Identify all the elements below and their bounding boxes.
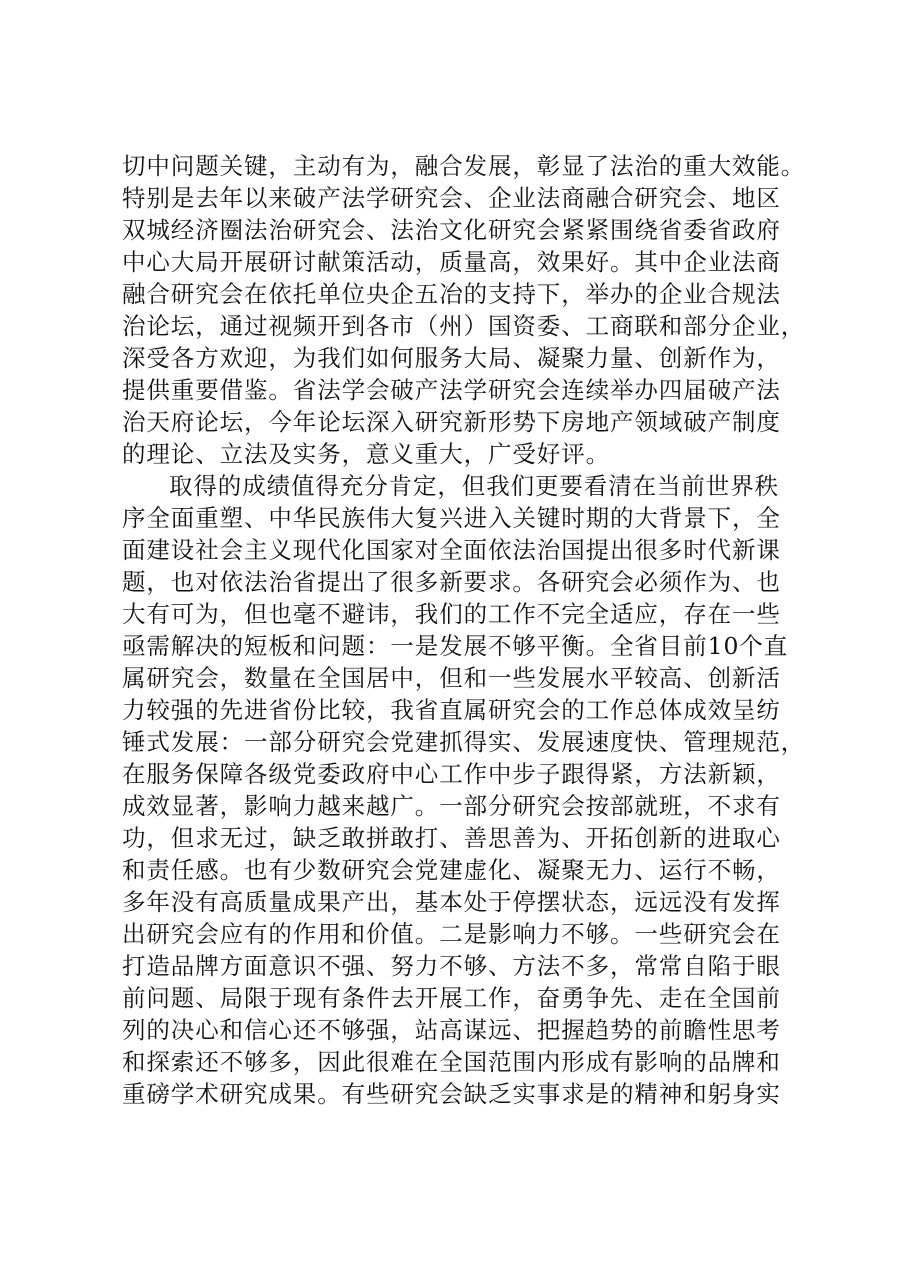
text-line: 力较强的先进省份比较，我省直属研究会的工作总体成效呈纺 [122, 696, 781, 724]
text-line: 融合研究会在依托单位央企五冶的支持下，举办的企业合规法 [122, 280, 781, 308]
text-line: 序全面重塑、中华民族伟大复兴进入关键时期的大背景下，全 [122, 504, 781, 532]
text-line: 题，也对依法治省提出了很多新要求。各研究会必须作为、也 [122, 568, 781, 596]
text-line: 和探索还不够多，因此很难在全国范围内形成有影响的品牌和 [122, 1048, 781, 1076]
text-line: 取得的成绩值得充分肯定，但我们更要看清在当前世界秩 [169, 472, 779, 500]
text-line: 打造品牌方面意识不强、努力不够、方法不多，常常自陷于眼 [122, 952, 781, 980]
text-line: 深受各方欢迎，为我们如何服务大局、凝聚力量、创新作为， [122, 344, 781, 372]
text-line: 特别是去年以来破产法学研究会、企业法商融合研究会、地区 [122, 184, 781, 212]
text-line: 的理论、立法及实务，意义重大，广受好评。 [122, 440, 610, 468]
text-line: 成效显著，影响力越来越广。一部分研究会按部就班，不求有 [122, 792, 781, 820]
text-line: 在服务保障各级党委政府中心工作中步子跟得紧，方法新颖， [122, 760, 781, 788]
text-line: 列的决心和信心还不够强，站高谋远、把握趋势的前瞻性思考 [122, 1016, 781, 1044]
text-line: 出研究会应有的作用和价值。二是影响力不够。一些研究会在 [122, 920, 781, 948]
text-line: 锤式发展：一部分研究会党建抓得实、发展速度快、管理规范， [122, 728, 806, 756]
text-line: 属研究会，数量在全国居中，但和一些发展水平较高、创新活 [122, 664, 781, 692]
document-body [122, 150, 806, 1110]
text-line: 提供重要借鉴。省法学会破产法学研究会连续举办四届破产法 [122, 376, 781, 404]
text-line: 重磅学术研究成果。有些研究会缺乏实事求是的精神和躬身实 [122, 1080, 781, 1108]
text-line: 双城经济圈法治研究会、法治文化研究会紧紧围绕省委省政府 [122, 216, 781, 244]
text-line: 功，但求无过，缺乏敢拼敢打、善思善为、开拓创新的进取心 [122, 824, 781, 852]
text-line: 多年没有高质量成果产出，基本处于停摆状态，远远没有发挥 [122, 888, 781, 916]
paragraph-2 [122, 470, 806, 1110]
text-line: 和责任感。也有少数研究会党建虚化、凝聚无力、运行不畅， [122, 856, 781, 884]
text-line: 治论坛，通过视频开到各市（州）国资委、工商联和部分企业， [122, 312, 806, 340]
paragraph-1 [122, 150, 806, 470]
text-line: 前问题、局限于现有条件去开展工作，奋勇争先、走在全国前 [122, 984, 781, 1012]
text-line: 大有可为，但也毫不避讳，我们的工作不完全适应，存在一些 [122, 600, 781, 628]
text-line: 中心大局开展研讨献策活动，质量高，效果好。其中企业法商 [122, 248, 781, 276]
text-line: 治天府论坛，今年论坛深入研究新形势下房地产领域破产制度 [122, 408, 781, 436]
text-line: 切中问题关键，主动有为，融合发展，彰显了法治的重大效能。 [122, 152, 806, 180]
text-line: 亟需解决的短板和问题：一是发展不够平衡。全省目前10个直 [122, 632, 789, 660]
text-line: 面建设社会主义现代化国家对全面依法治国提出很多时代新课 [122, 536, 781, 564]
